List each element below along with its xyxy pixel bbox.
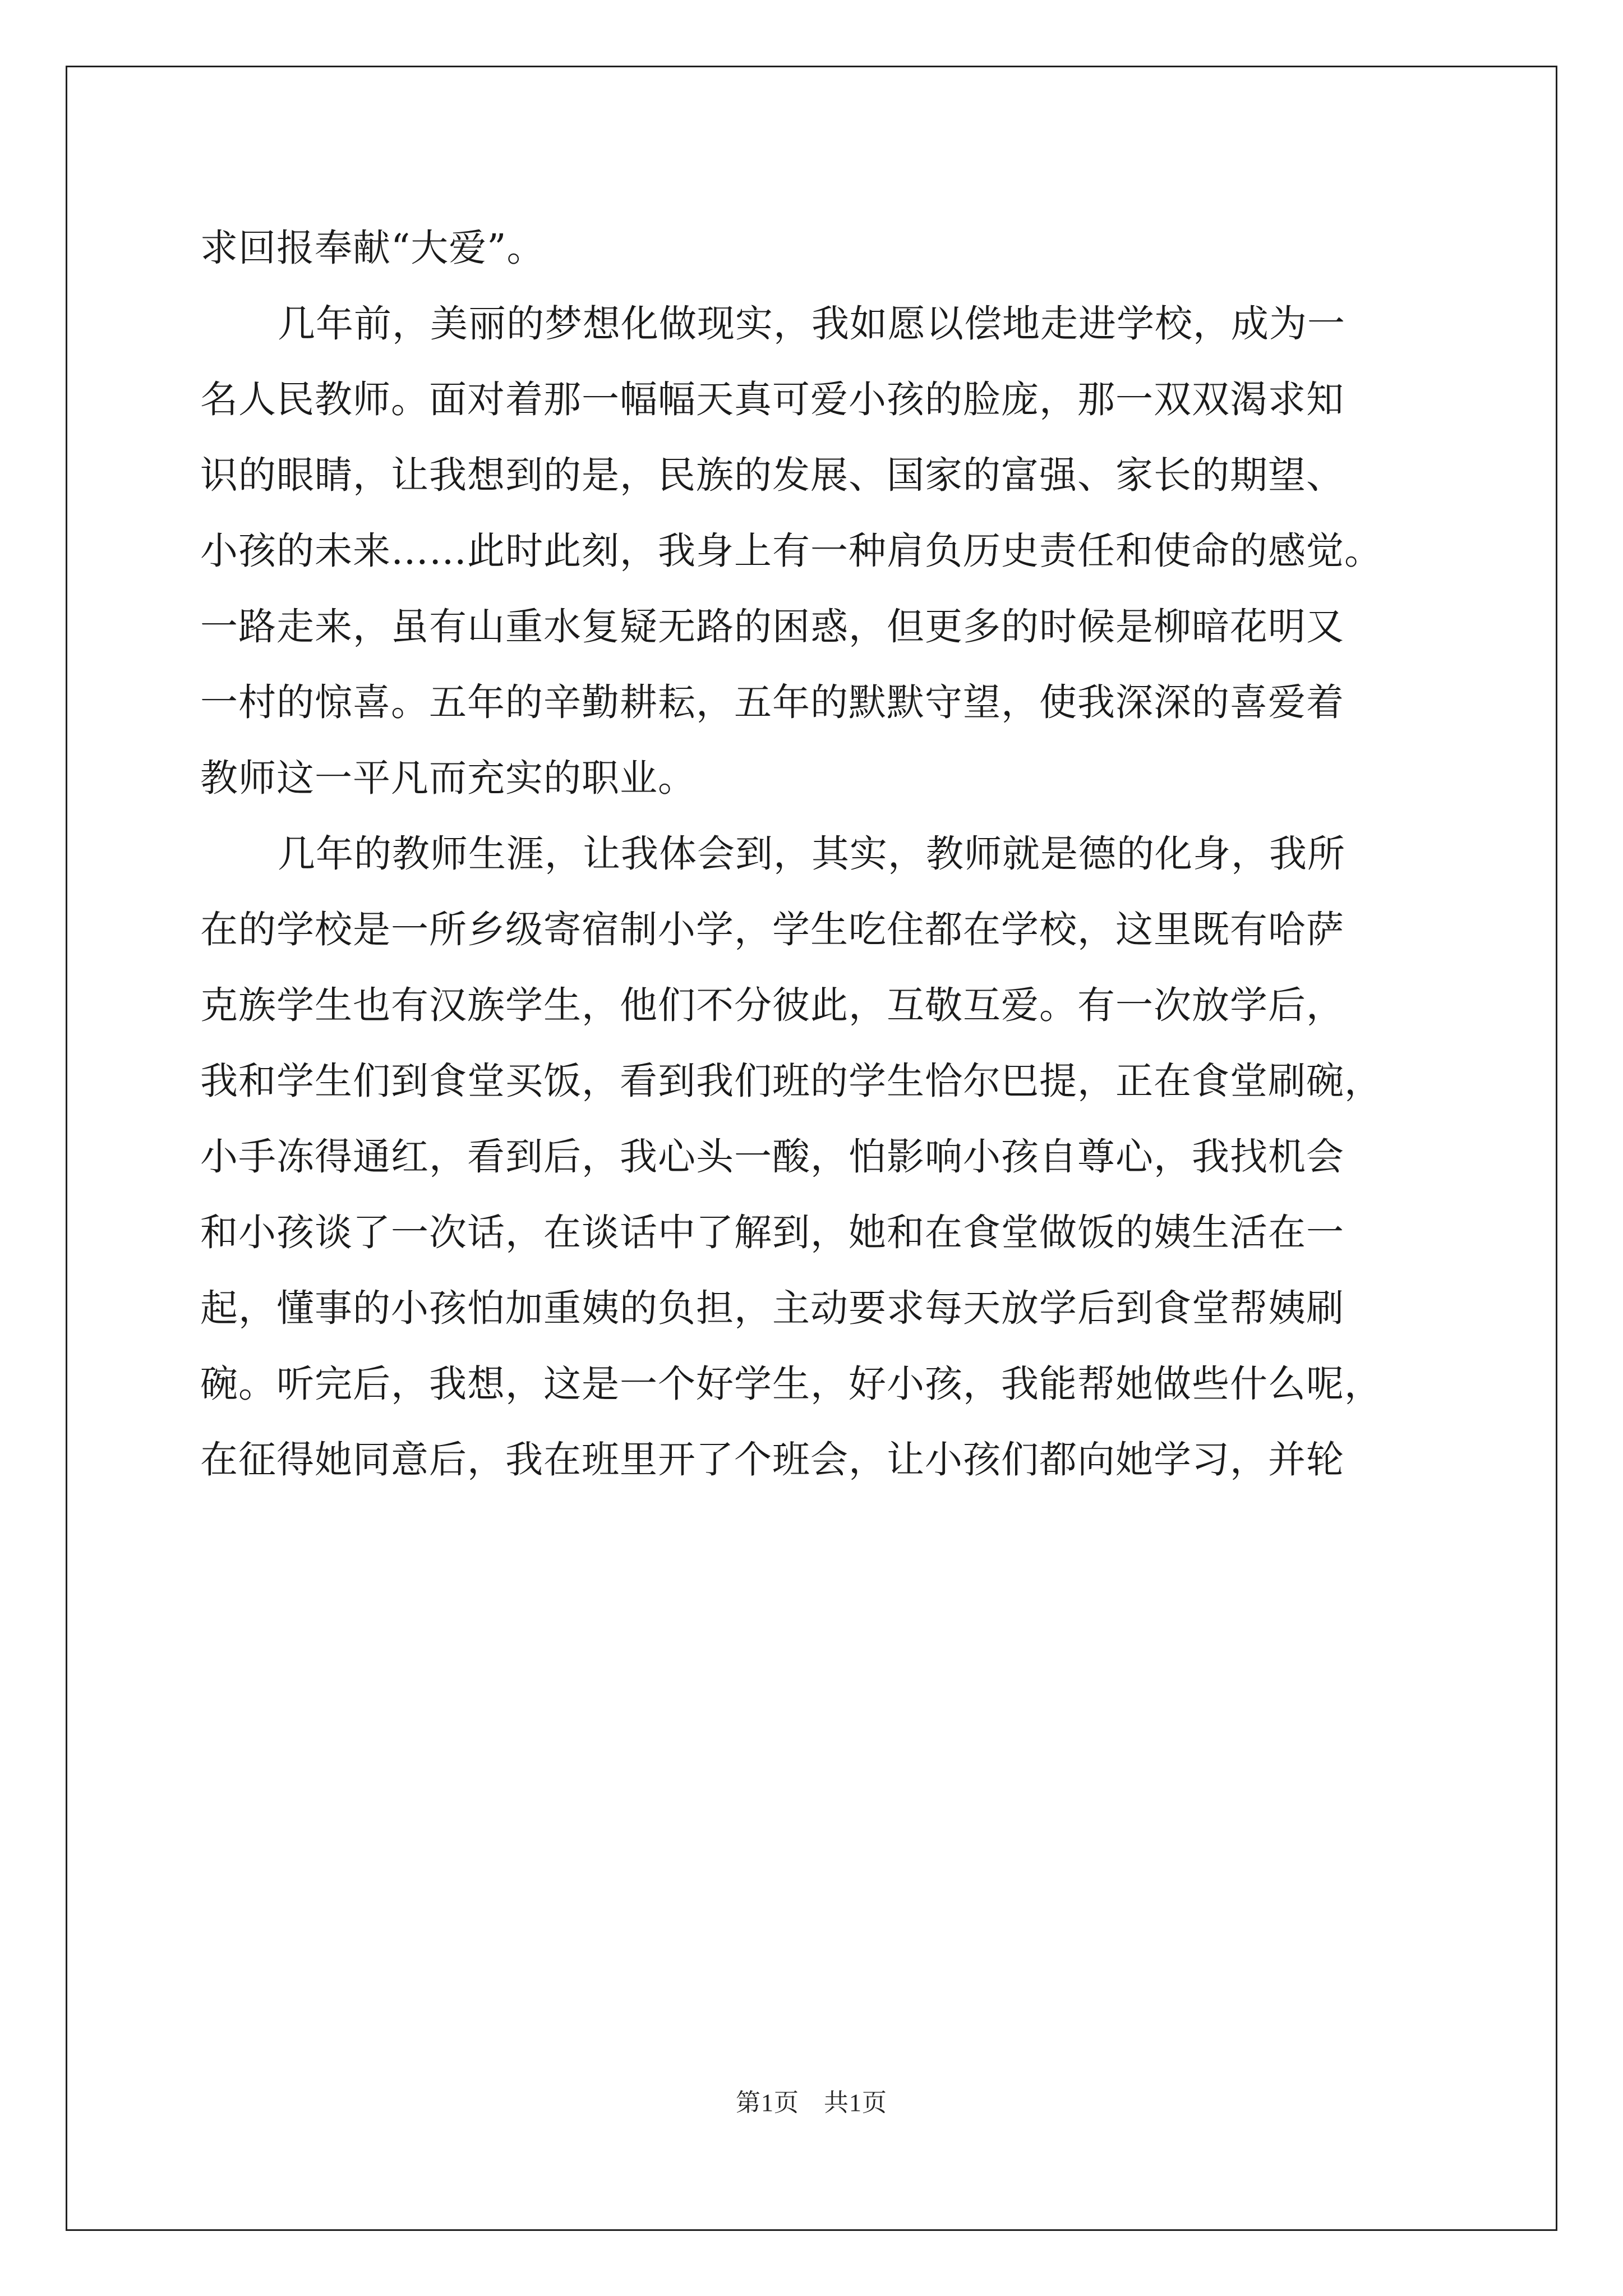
text-line: 和小孩谈了一次话，在谈话中了解到，她和在食堂做饭的姨生活在一 (200, 1211, 1344, 1254)
page-footer (0, 2082, 1623, 2118)
page-number-total: 共1页 (824, 2089, 887, 2116)
text-line: 一村的惊喜。五年的辛勤耕耘，五年的默默守望，使我深深的喜爱着 (200, 680, 1344, 724)
text-line: 在的学校是一所乡级寄宿制小学，学生吃住都在学校，这里既有哈萨 (200, 908, 1344, 951)
document-body (200, 210, 1434, 1498)
text-line: 小孩的未来……此时此刻，我身上有一种肩负历史责任和使命的感觉。 (200, 529, 1382, 573)
text-line: 碗。听完后，我想，这是一个好学生，好小孩，我能帮她做些什么呢， (200, 1362, 1382, 1406)
paragraph-3 (200, 816, 1434, 1498)
text-line: 名人民教师。面对着那一幅幅天真可爱小孩的脸庞，那一双双渴求知 (200, 378, 1344, 421)
text-line: 小手冻得通红，看到后，我心头一酸，怕影响小孩自尊心，我找机会 (200, 1135, 1344, 1179)
text-line: 教师这一平凡而充实的职业。 (200, 756, 696, 800)
text-line: 一路走来，虽有山重水复疑无路的困惑，但更多的时候是柳暗花明又 (200, 605, 1344, 648)
text-line: 识的眼睛，让我想到的是，民族的发展、国家的富强、家长的期望、 (200, 453, 1344, 497)
text-line: 几年的教师生涯，让我体会到，其实，教师就是德的化身，我所 (278, 832, 1345, 876)
paragraph-2 (200, 286, 1434, 816)
paragraph-1 (200, 210, 1434, 286)
text-line: 克族学生也有汉族学生，他们不分彼此，互敬互爱。有一次放学后， (200, 983, 1344, 1027)
page-number-current: 第1页 (736, 2089, 799, 2116)
text-line: 起，懂事的小孩怕加重姨的负担，主动要求每天放学后到食堂帮姨刷 (200, 1286, 1344, 1330)
text-line: 在征得她同意后，我在班里开了个班会，让小孩们都向她学习，并轮 (200, 1438, 1344, 1481)
text-line: 几年前，美丽的梦想化做现实，我如愿以偿地走进学校，成为一 (278, 302, 1345, 346)
text-line: 我和学生们到食堂买饭，看到我们班的学生恰尔巴提，正在食堂刷碗， (200, 1059, 1382, 1103)
text-line: 求回报奉献“大爱”。 (200, 226, 545, 270)
